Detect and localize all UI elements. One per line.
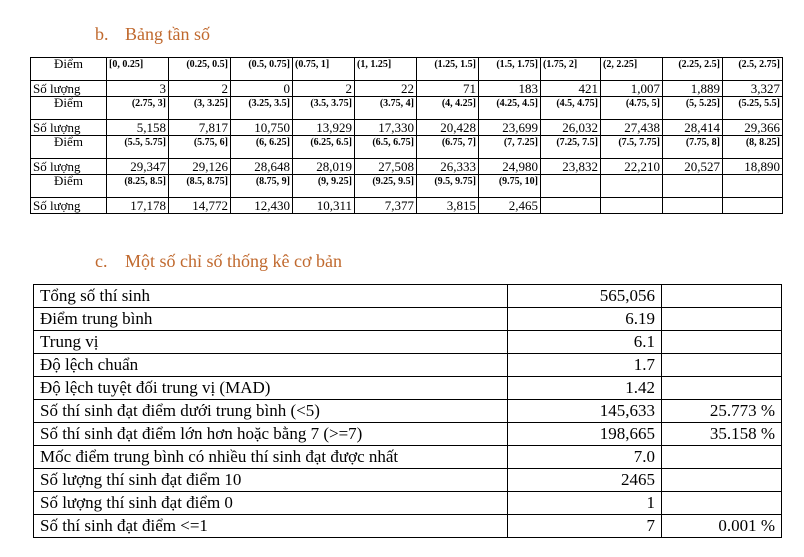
count-cell: 14,772 [169, 198, 231, 214]
score-bin-cell: (7.25, 7.5] [541, 136, 601, 159]
score-bin-cell [663, 175, 723, 198]
frequency-table [30, 57, 783, 214]
score-bin-cell: (8.75, 9] [231, 175, 293, 198]
count-cell: 7,817 [169, 120, 231, 136]
count-row [31, 159, 783, 175]
count-cell: 7,377 [355, 198, 417, 214]
score-bin-cell: (7.75, 8] [663, 136, 723, 159]
score-bin-cell: (5, 5.25] [663, 97, 723, 120]
stats-table [33, 284, 782, 538]
count-row-label: Số lượng [31, 198, 107, 214]
stat-label: Số lượng thí sinh đạt điểm 10 [34, 469, 508, 492]
score-bin-cell: (3.75, 4] [355, 97, 417, 120]
score-bin-cell: (3, 3.25] [169, 97, 231, 120]
score-bin-cell: (4.5, 4.75] [541, 97, 601, 120]
score-row-label: Điểm [31, 58, 107, 81]
stat-value: 1 [508, 492, 662, 515]
section-c-marker: c. [95, 251, 108, 271]
count-cell: 10,311 [293, 198, 355, 214]
score-bin-cell: (1, 1.25] [355, 58, 417, 81]
count-cell: 29,126 [169, 159, 231, 175]
score-bin-cell: (6.75, 7] [417, 136, 479, 159]
stat-value: 7 [508, 515, 662, 538]
count-cell: 23,832 [541, 159, 601, 175]
stat-percent: 35.158 % [662, 423, 782, 446]
score-bin-cell: (9.25, 9.5] [355, 175, 417, 198]
count-cell [541, 198, 601, 214]
score-bin-cell [541, 175, 601, 198]
count-cell: 22,210 [601, 159, 663, 175]
count-row-label: Số lượng [31, 120, 107, 136]
score-bin-cell: (4.75, 5] [601, 97, 663, 120]
score-bin-cell: (4, 4.25] [417, 97, 479, 120]
stat-percent [662, 492, 782, 515]
stat-value: 198,665 [508, 423, 662, 446]
count-cell: 183 [479, 81, 541, 97]
count-cell: 24,980 [479, 159, 541, 175]
count-cell: 29,347 [107, 159, 169, 175]
stat-label: Mốc điểm trung bình có nhiều thí sinh đạt được nhất [34, 446, 508, 469]
score-bin-cell: (6.5, 6.75] [355, 136, 417, 159]
score-row [31, 175, 783, 198]
count-cell: 2 [169, 81, 231, 97]
score-bin-cell: (9.5, 9.75] [417, 175, 479, 198]
score-bin-cell: (1.25, 1.5] [417, 58, 479, 81]
count-cell: 12,430 [231, 198, 293, 214]
section-c-heading [95, 251, 342, 272]
stats-row [34, 331, 782, 354]
score-bin-cell: [0, 0.25] [107, 58, 169, 81]
stat-percent [662, 308, 782, 331]
section-b-title: Bảng tần số [125, 24, 210, 44]
stat-value: 6.1 [508, 331, 662, 354]
score-bin-cell [723, 175, 783, 198]
count-cell: 26,333 [417, 159, 479, 175]
score-bin-cell: (0.25, 0.5] [169, 58, 231, 81]
count-cell: 10,750 [231, 120, 293, 136]
stat-label: Độ lệch tuyệt đối trung vị (MAD) [34, 377, 508, 400]
score-bin-cell: (0.5, 0.75] [231, 58, 293, 81]
count-cell: 27,438 [601, 120, 663, 136]
stats-row [34, 515, 782, 538]
stat-label: Độ lệch chuẩn [34, 354, 508, 377]
count-cell: 22 [355, 81, 417, 97]
count-cell: 5,158 [107, 120, 169, 136]
count-cell: 3,327 [723, 81, 783, 97]
stats-row [34, 446, 782, 469]
section-b-heading [95, 24, 210, 45]
score-bin-cell: (7.5, 7.75] [601, 136, 663, 159]
stat-percent [662, 331, 782, 354]
stat-value: 1.42 [508, 377, 662, 400]
count-cell: 28,414 [663, 120, 723, 136]
section-b-marker: b. [95, 24, 109, 44]
section-c-title: Một số chỉ số thống kê cơ bản [125, 251, 342, 271]
score-bin-cell: (2.5, 2.75] [723, 58, 783, 81]
stat-label: Tổng số thí sinh [34, 285, 508, 308]
stat-label: Số lượng thí sinh đạt điểm 0 [34, 492, 508, 515]
count-cell: 2 [293, 81, 355, 97]
count-row-label: Số lượng [31, 81, 107, 97]
stat-percent [662, 354, 782, 377]
count-row [31, 81, 783, 97]
count-cell [601, 198, 663, 214]
count-cell: 17,178 [107, 198, 169, 214]
count-cell: 3,815 [417, 198, 479, 214]
score-row-label: Điểm [31, 97, 107, 120]
score-bin-cell: (5.75, 6] [169, 136, 231, 159]
stat-percent [662, 446, 782, 469]
stat-percent [662, 285, 782, 308]
count-cell: 0 [231, 81, 293, 97]
stat-value: 145,633 [508, 400, 662, 423]
score-bin-cell: (2.75, 3] [107, 97, 169, 120]
score-bin-cell: (3.25, 3.5] [231, 97, 293, 120]
count-cell: 26,032 [541, 120, 601, 136]
score-row [31, 58, 783, 81]
stats-row [34, 354, 782, 377]
count-cell: 17,330 [355, 120, 417, 136]
score-bin-cell: (3.5, 3.75] [293, 97, 355, 120]
score-row-label: Điểm [31, 175, 107, 198]
stat-value: 1.7 [508, 354, 662, 377]
count-cell: 28,648 [231, 159, 293, 175]
score-bin-cell: (1.75, 2] [541, 58, 601, 81]
score-bin-cell: (1.5, 1.75] [479, 58, 541, 81]
count-cell: 20,527 [663, 159, 723, 175]
score-bin-cell: (8.25, 8.5] [107, 175, 169, 198]
score-bin-cell: (9, 9.25] [293, 175, 355, 198]
score-bin-cell: (6, 6.25] [231, 136, 293, 159]
score-bin-cell: (7, 7.25] [479, 136, 541, 159]
count-cell: 71 [417, 81, 479, 97]
score-bin-cell: (5.5, 5.75] [107, 136, 169, 159]
score-bin-cell: (4.25, 4.5] [479, 97, 541, 120]
stat-label: Điểm trung bình [34, 308, 508, 331]
count-cell: 27,508 [355, 159, 417, 175]
stat-value: 565,056 [508, 285, 662, 308]
count-row [31, 120, 783, 136]
stat-value: 7.0 [508, 446, 662, 469]
stat-label: Số thí sinh đạt điểm <=1 [34, 515, 508, 538]
count-cell [663, 198, 723, 214]
count-cell [723, 198, 783, 214]
stats-row [34, 308, 782, 331]
count-cell: 29,366 [723, 120, 783, 136]
count-cell: 20,428 [417, 120, 479, 136]
stats-row [34, 285, 782, 308]
count-cell: 28,019 [293, 159, 355, 175]
score-row [31, 136, 783, 159]
score-bin-cell: (8.5, 8.75] [169, 175, 231, 198]
stats-row [34, 400, 782, 423]
stat-percent: 25.773 % [662, 400, 782, 423]
count-cell: 1,889 [663, 81, 723, 97]
score-bin-cell: (0.75, 1] [293, 58, 355, 81]
stats-row [34, 469, 782, 492]
count-cell: 2,465 [479, 198, 541, 214]
score-bin-cell: (6.25, 6.5] [293, 136, 355, 159]
stat-label: Số thí sinh đạt điểm dưới trung bình (<5) [34, 400, 508, 423]
score-row [31, 97, 783, 120]
score-bin-cell: (8, 8.25] [723, 136, 783, 159]
stats-row [34, 492, 782, 515]
stat-percent: 0.001 % [662, 515, 782, 538]
count-cell: 3 [107, 81, 169, 97]
stat-value: 6.19 [508, 308, 662, 331]
score-bin-cell: (5.25, 5.5] [723, 97, 783, 120]
score-row-label: Điểm [31, 136, 107, 159]
score-bin-cell: (2, 2.25] [601, 58, 663, 81]
score-bin-cell [601, 175, 663, 198]
count-cell: 18,890 [723, 159, 783, 175]
stats-row [34, 423, 782, 446]
stat-label: Số thí sinh đạt điểm lớn hơn hoặc bằng 7 (>=7) [34, 423, 508, 446]
count-cell: 421 [541, 81, 601, 97]
stat-value: 2465 [508, 469, 662, 492]
count-row-label: Số lượng [31, 159, 107, 175]
score-bin-cell: (2.25, 2.5] [663, 58, 723, 81]
stats-row [34, 377, 782, 400]
count-cell: 23,699 [479, 120, 541, 136]
count-row [31, 198, 783, 214]
stat-percent [662, 377, 782, 400]
score-bin-cell: (9.75, 10] [479, 175, 541, 198]
stat-label: Trung vị [34, 331, 508, 354]
count-cell: 13,929 [293, 120, 355, 136]
stat-percent [662, 469, 782, 492]
count-cell: 1,007 [601, 81, 663, 97]
